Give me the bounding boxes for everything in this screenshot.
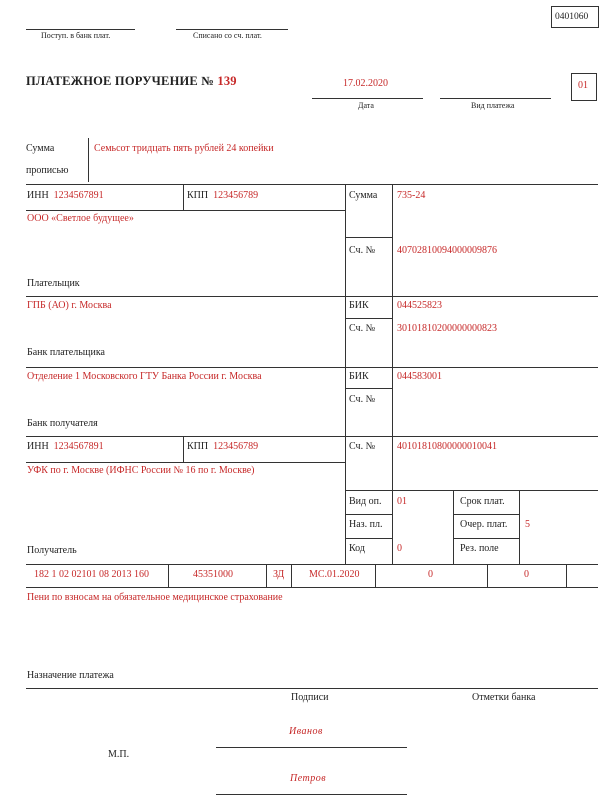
document-date[interactable]: 17.02.2020	[343, 78, 388, 89]
ocher-label: Очер. плат.	[460, 519, 508, 530]
page-title	[26, 74, 237, 89]
grid-line-bik1	[345, 318, 392, 319]
purpose-text[interactable]: Пени по взносам на обязательное медицинское страхование	[27, 592, 283, 603]
received-label: Поступ. в банк плат.	[41, 31, 111, 40]
signatures-label: Подписи	[291, 692, 329, 703]
tax-vline-2	[266, 564, 267, 587]
payee-bik-label: БИК	[349, 371, 369, 382]
payment-type-label: Вид платежа	[471, 101, 515, 110]
payer-account-value[interactable]: 40702810094000009876	[397, 245, 497, 256]
payer-inn-field	[27, 190, 104, 202]
payer-kpp-field	[187, 190, 258, 202]
payee-inn-field	[27, 441, 104, 453]
payee-inn-label: ИНН	[27, 441, 49, 452]
grid-line-payee-acc	[345, 490, 598, 491]
payer-inn-value[interactable]: 1234567891	[53, 190, 104, 201]
payee-inn-value[interactable]: 1234567891	[53, 441, 104, 452]
signature-line-2	[216, 794, 407, 795]
grid-line-payee-bank	[26, 367, 598, 368]
bank-marks-label: Отметки банка	[472, 692, 536, 703]
tax-period[interactable]: МС.01.2020	[309, 569, 360, 580]
received-line	[26, 29, 135, 30]
grid-vline-left	[345, 184, 346, 564]
status-code[interactable]: 01	[578, 80, 588, 91]
payee-bank-label: Банк получателя	[27, 418, 98, 429]
amount-value[interactable]: 735-24	[397, 190, 426, 201]
form-code: 0401060	[555, 12, 589, 22]
tax-vline-3	[291, 564, 292, 587]
tax-kbk[interactable]: 182 1 02 02101 08 2013 160	[34, 569, 149, 580]
amount-words-label-2: прописью	[26, 165, 69, 176]
signature-1[interactable]: Иванов	[289, 726, 323, 737]
amount-words-value[interactable]: Семьсот тридцать пять рублей 24 копейки	[94, 143, 274, 154]
payer-kpp-label: КПП	[187, 190, 209, 201]
purpose-line	[26, 688, 598, 689]
payer-name[interactable]: ООО «Светлое будущее»	[27, 213, 134, 224]
rez-label: Рез. поле	[460, 543, 499, 554]
kod-value[interactable]: 0	[397, 543, 402, 554]
grid-vline-op1	[453, 490, 454, 564]
grid-line-payer-bank	[26, 296, 598, 297]
grid-line-payee	[26, 436, 598, 437]
grid-vline-mid	[392, 184, 393, 564]
signature-2[interactable]: Петров	[290, 773, 327, 784]
debited-label: Списано со сч. плат.	[193, 31, 262, 40]
amount-label: Сумма	[349, 190, 378, 201]
tax-oktmo[interactable]: 45351000	[193, 569, 233, 580]
date-line	[312, 98, 423, 99]
amount-words-label-1: Сумма	[26, 143, 55, 154]
tax-doc-date[interactable]: 0	[524, 569, 529, 580]
tax-vline-6	[566, 564, 567, 587]
payer-corr-label: Сч. №	[349, 323, 376, 334]
payer-bik-value[interactable]: 044525823	[397, 300, 442, 311]
payee-bank-name[interactable]: Отделение 1 Московского ГТУ Банка России г. Москва	[27, 371, 262, 382]
ocher-value[interactable]: 5	[525, 519, 530, 530]
payer-account-label: Сч. №	[349, 245, 376, 256]
grid-vline-kpp1	[183, 184, 184, 210]
payer-inn-label: ИНН	[27, 190, 49, 201]
kod-label: Код	[349, 543, 365, 554]
payer-kpp-value[interactable]: 123456789	[213, 190, 259, 201]
tax-doc-num[interactable]: 0	[428, 569, 433, 580]
payer-bik-label: БИК	[349, 300, 369, 311]
payee-bik-value[interactable]: 044583001	[397, 371, 442, 382]
payee-account-value[interactable]: 40101810800000010041	[397, 441, 497, 452]
tax-vline-5	[487, 564, 488, 587]
vid-op-label: Вид оп.	[349, 496, 382, 507]
tax-basis[interactable]: ЗД	[273, 569, 285, 580]
grid-line-inn2	[26, 462, 345, 463]
title-text: ПЛАТЕЖНОЕ ПОРУЧЕНИЕ №	[26, 74, 215, 88]
payee-kpp-field	[187, 441, 258, 453]
signature-line-1	[216, 747, 407, 748]
payee-kpp-label: КПП	[187, 441, 209, 452]
payee-corr-label: Сч. №	[349, 394, 376, 405]
payer-bank-label: Банк плательщика	[27, 347, 105, 358]
tax-vline-1	[168, 564, 169, 587]
mp-label: М.П.	[108, 749, 130, 760]
grid-vline-op2	[519, 490, 520, 564]
debited-line	[176, 29, 288, 30]
naz-label: Наз. пл.	[349, 519, 383, 530]
grid-line-bik2	[345, 388, 392, 389]
payer-corr-value[interactable]: 30101810200000000823	[397, 323, 497, 334]
grid-line-op1b	[453, 514, 519, 515]
srok-label: Срок плат.	[460, 496, 505, 507]
payee-kpp-value[interactable]: 123456789	[213, 441, 259, 452]
grid-vline-kpp2	[183, 436, 184, 462]
payer-label: Плательщик	[27, 278, 80, 289]
grid-line-top	[26, 184, 598, 185]
payee-name[interactable]: УФК по г. Москве (ИФНС России № 16 по г. Москве)	[27, 465, 255, 476]
payee-label: Получатель	[27, 545, 77, 556]
payer-bank-name[interactable]: ГПБ (АО) г. Москва	[27, 300, 112, 311]
grid-line-tax-bottom	[26, 587, 598, 588]
grid-line-tax-top	[26, 564, 598, 565]
grid-line-op2	[345, 538, 392, 539]
purpose-label: Назначение платежа	[27, 670, 114, 681]
grid-line-inn1	[26, 210, 345, 211]
grid-line-amount	[345, 237, 392, 238]
payee-account-label: Сч. №	[349, 441, 376, 452]
payment-type-line	[440, 98, 551, 99]
date-label: Дата	[358, 101, 374, 110]
tax-vline-4	[375, 564, 376, 587]
grid-line-op2b	[453, 538, 519, 539]
document-number[interactable]: 139	[217, 74, 237, 88]
vid-op-value[interactable]: 01	[397, 496, 407, 507]
amount-words-divider	[88, 138, 89, 182]
grid-line-op1	[345, 514, 392, 515]
